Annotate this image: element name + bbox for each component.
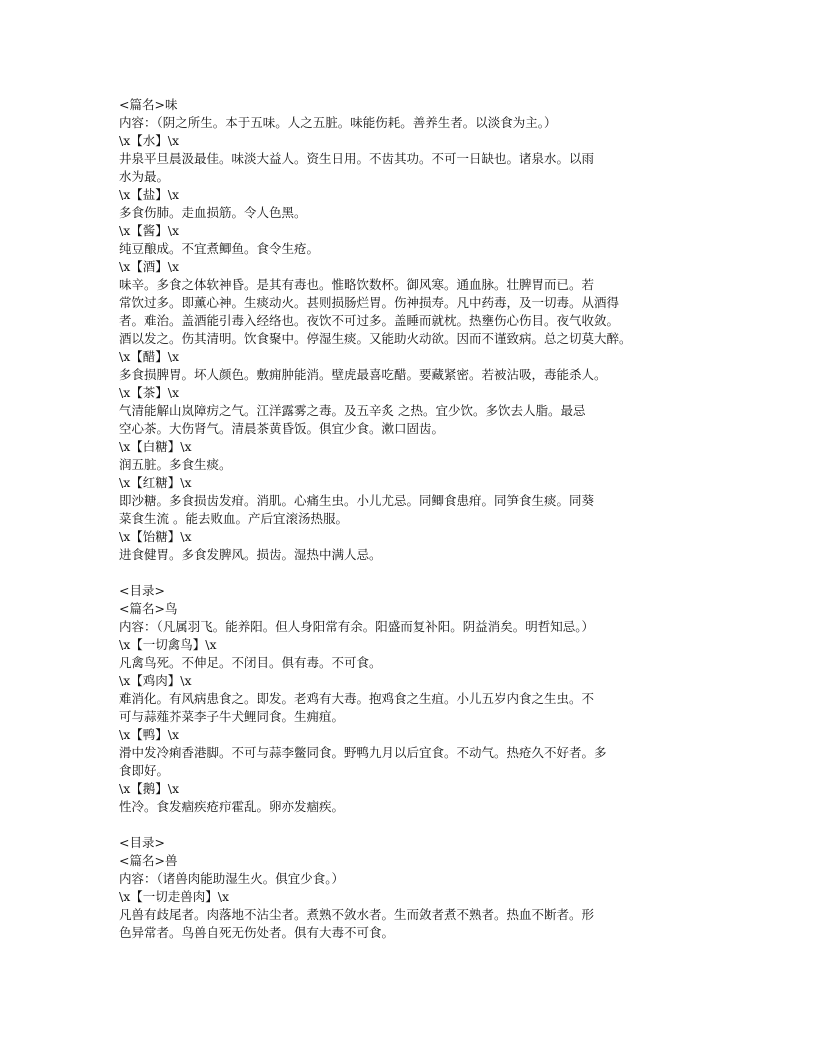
text-line: 凡兽有歧尾者。肉落地不沾尘者。煮熟不敛水者。生而敛者煮不熟者。热血不断者。形 bbox=[119, 907, 595, 922]
text-line: 凡禽鸟死。不伸足。不闭目。俱有毒。不可食。 bbox=[119, 655, 382, 670]
text-line: \x【酒】\x bbox=[119, 259, 180, 274]
text-line: \x【鸭】\x bbox=[119, 727, 180, 742]
text-line: 菜食生流 。能去败血。产后宜滚汤热服。 bbox=[119, 511, 348, 526]
text-line: 难消化。有风病患食之。即发。老鸡有大毒。抱鸡食之生疽。小儿五岁内食之生虫。不 bbox=[119, 691, 595, 706]
text-line: \x【鸡肉】\x bbox=[119, 673, 192, 688]
text-line: 性冷。食发痼疾疮疖霍乱。卵亦发痼疾。 bbox=[119, 799, 345, 814]
text-line: \x【茶】\x bbox=[119, 385, 180, 400]
text-line: 即沙糖。多食损齿发疳。消肌。心痛生虫。小儿尤忌。同鲫食患疳。同笋食生痰。同葵 bbox=[119, 493, 595, 508]
text-line: 内容：（诸兽肉能助湿生火。俱宜少食。） bbox=[119, 871, 345, 886]
text-line: \x【酱】\x bbox=[119, 223, 180, 238]
text-line: <篇名>味 bbox=[119, 97, 178, 112]
text-line: 纯豆酿成。不宜煮鲫鱼。食令生疮。 bbox=[119, 241, 320, 256]
text-line: 水为最。 bbox=[119, 169, 170, 184]
text-line: 可与蒜薤芥菜李子牛犬鲤同食。生痈疽。 bbox=[119, 709, 345, 724]
text-line: <篇名>兽 bbox=[119, 853, 178, 868]
text-line: 空心茶。大伤肾气。清晨茶黄昏饭。俱宜少食。漱口固齿。 bbox=[119, 421, 445, 436]
text-line: \x【一切走兽肉】\x bbox=[119, 889, 230, 904]
text-line: <目录> bbox=[119, 835, 165, 850]
text-line: \x【一切禽鸟】\x bbox=[119, 637, 217, 652]
text-line: 井泉平旦晨汲最佳。味淡大益人。资生日用。不齿其功。不可一日缺也。诸泉水。以雨 bbox=[119, 151, 595, 166]
text-line: \x【水】\x bbox=[119, 133, 180, 148]
blank-line bbox=[119, 564, 699, 582]
text-line: 内容：（凡属羽飞。能养阳。但人身阳常有余。阳盛而复补阳。阴益消矣。明哲知忌。） bbox=[119, 619, 595, 634]
text-line: 气清能解山岚障疠之气。江洋露雾之毒。及五辛炙 之热。宜少饮。多饮去人脂。最忌 bbox=[119, 403, 586, 418]
text-line: \x【鹅】\x bbox=[119, 781, 180, 796]
text-line: 者。难治。盖酒能引毒入经络也。夜饮不可过多。盖睡而就枕。热壅伤心伤目。夜气收敛。 bbox=[119, 313, 620, 328]
text-line: 润五脏。多食生痰。 bbox=[119, 457, 232, 472]
text-line: \x【红糖】\x bbox=[119, 475, 192, 490]
text-line: 常饮过多。即薰心神。生痰动火。甚则损肠烂胃。伤神损寿。凡中药毒，及一切毒。从酒得 bbox=[119, 295, 620, 310]
text-line: <篇名>鸟 bbox=[119, 601, 178, 616]
text-line: 进食健胃。多食发脾风。损齿。湿热中满人忌。 bbox=[119, 547, 382, 562]
text-line: 多食损脾胃。坏人颜色。敷痈肿能消。壁虎最喜吃醋。要藏紧密。若被沾吸，毒能杀人。 bbox=[119, 367, 607, 382]
text-line: \x【醋】\x bbox=[119, 349, 180, 364]
text-line: 食即好。 bbox=[119, 763, 170, 778]
blank-line bbox=[119, 816, 699, 834]
text-line: \x【白糖】\x bbox=[119, 439, 192, 454]
text-line: 色异常者。鸟兽自死无伤处者。俱有大毒不可食。 bbox=[119, 925, 395, 940]
text-line: \x【饴糖】\x bbox=[119, 529, 192, 544]
text-line: 多食伤肺。走血损筋。令人色黑。 bbox=[119, 205, 307, 220]
text-line: 味辛。多食之体软神昏。是其有毒也。惟略饮数杯。御风寒。通血脉。壮脾胃而已。若 bbox=[119, 277, 595, 292]
text-line: 滑中发冷痢香港脚。不可与蒜李鳖同食。野鸭九月以后宜食。不动气。热疮久不好者。多 bbox=[119, 745, 607, 760]
text-line: 酒以发之。伤其清明。饮食聚中。停湿生痰。又能助火动欲。因而不谨致病。总之切莫大醉。 bbox=[119, 331, 632, 346]
text-line: \x【盐】\x bbox=[119, 187, 180, 202]
document-page bbox=[119, 96, 699, 942]
text-line: 内容：（阴之所生。本于五味。人之五脏。味能伤耗。善养生者。以淡食为主。） bbox=[119, 115, 557, 130]
text-line: <目录> bbox=[119, 583, 165, 598]
